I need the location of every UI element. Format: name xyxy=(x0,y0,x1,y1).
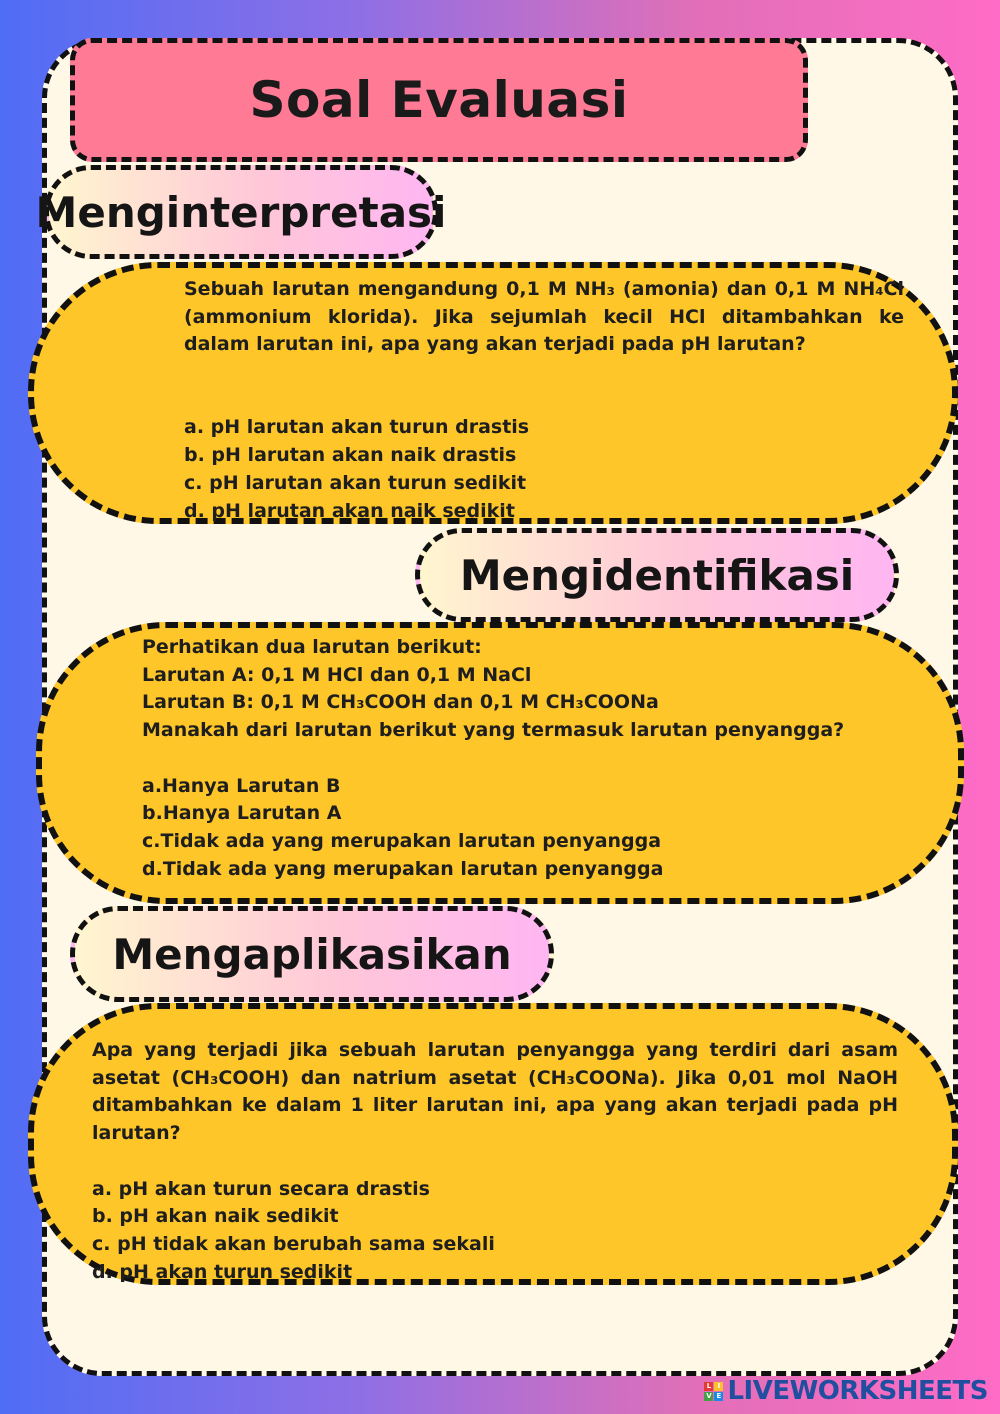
question-2-option-a[interactable]: a.Hanya Larutan B xyxy=(142,774,341,797)
question-3-option-a[interactable]: a. pH akan turun secara drastis xyxy=(92,1177,430,1200)
question-3-option-c[interactable]: c. pH tidak akan berubah sama sekali xyxy=(92,1232,495,1255)
question-1-option-d[interactable]: d. pH larutan akan naik sedikit xyxy=(184,499,515,522)
question-1-option-b[interactable]: b. pH larutan akan naik drastis xyxy=(184,444,517,467)
page-title: Soal Evaluasi xyxy=(249,71,629,129)
question-card-3 xyxy=(28,1003,958,1285)
question-2-line-b: Larutan B: 0,1 M CH₃COOH dan 0,1 M CH₃COONa xyxy=(142,691,659,714)
question-1-option-a[interactable]: a. pH larutan akan turun drastis xyxy=(184,416,530,439)
section-1-label: Menginterpretasi xyxy=(35,187,447,237)
question-card-2 xyxy=(36,622,964,904)
title-banner xyxy=(70,38,808,162)
logo-letter-v: V xyxy=(706,1391,712,1400)
question-1-option-c[interactable]: c. pH larutan akan turun sedikit xyxy=(184,471,527,494)
liveworksheets-logo-icon xyxy=(704,1382,723,1401)
section-label-menginterpretasi xyxy=(35,165,447,259)
section-2-label: Mengidentifikasi xyxy=(459,550,855,600)
logo-text: LIVEWORKSHEETS xyxy=(727,1376,988,1406)
question-3-option-b[interactable]: b. pH akan naik sedikit xyxy=(92,1205,339,1228)
logo-letter-e: E xyxy=(714,1392,723,1401)
question-card-1 xyxy=(28,262,958,524)
question-2-line-a: Larutan A: 0,1 M HCl dan 0,1 M NaCl xyxy=(142,663,532,686)
question-2-prompt: Manakah dari larutan berikut yang termasuk larutan penyangga? xyxy=(142,719,845,742)
logo-letter-l: L xyxy=(704,1382,713,1391)
question-2-option-d[interactable]: d.Tidak ada yang merupakan larutan penyangga xyxy=(142,857,664,880)
question-3-text: Apa yang terjadi jika sebuah larutan penyangga yang terdiri dari asam asetat (CH₃COOH) dan natrium asetat (CH₃COONa). Jika 0,01 mol NaOH ditambahkan ke dalam 1 liter larutan ini, apa yang akan terjadi pada pH larutan? xyxy=(92,1039,898,1145)
question-1-text: Sebuah larutan mengandung 0,1 M NH₃ (amonia) dan 0,1 M NH₄Cl (ammonium klorida). Jika sejumlah kecil HCl ditambahkan ke dalam larutan ini, apa yang akan terjadi pada pH larutan? xyxy=(184,278,904,356)
question-2-option-c[interactable]: c.Tidak ada yang merupakan larutan penyangga xyxy=(142,829,662,852)
question-3-option-d[interactable]: d. pH akan turun sedikit xyxy=(92,1260,353,1283)
section-label-mengidentifikasi xyxy=(415,528,899,622)
section-label-mengaplikasikan xyxy=(70,906,554,1002)
logo-letter-i: I xyxy=(714,1382,723,1391)
liveworksheets-logo xyxy=(704,1376,988,1406)
question-2-option-b[interactable]: b.Hanya Larutan A xyxy=(142,802,342,825)
section-3-label: Mengaplikasikan xyxy=(112,929,512,979)
question-2-intro: Perhatikan dua larutan berikut: xyxy=(142,636,482,658)
